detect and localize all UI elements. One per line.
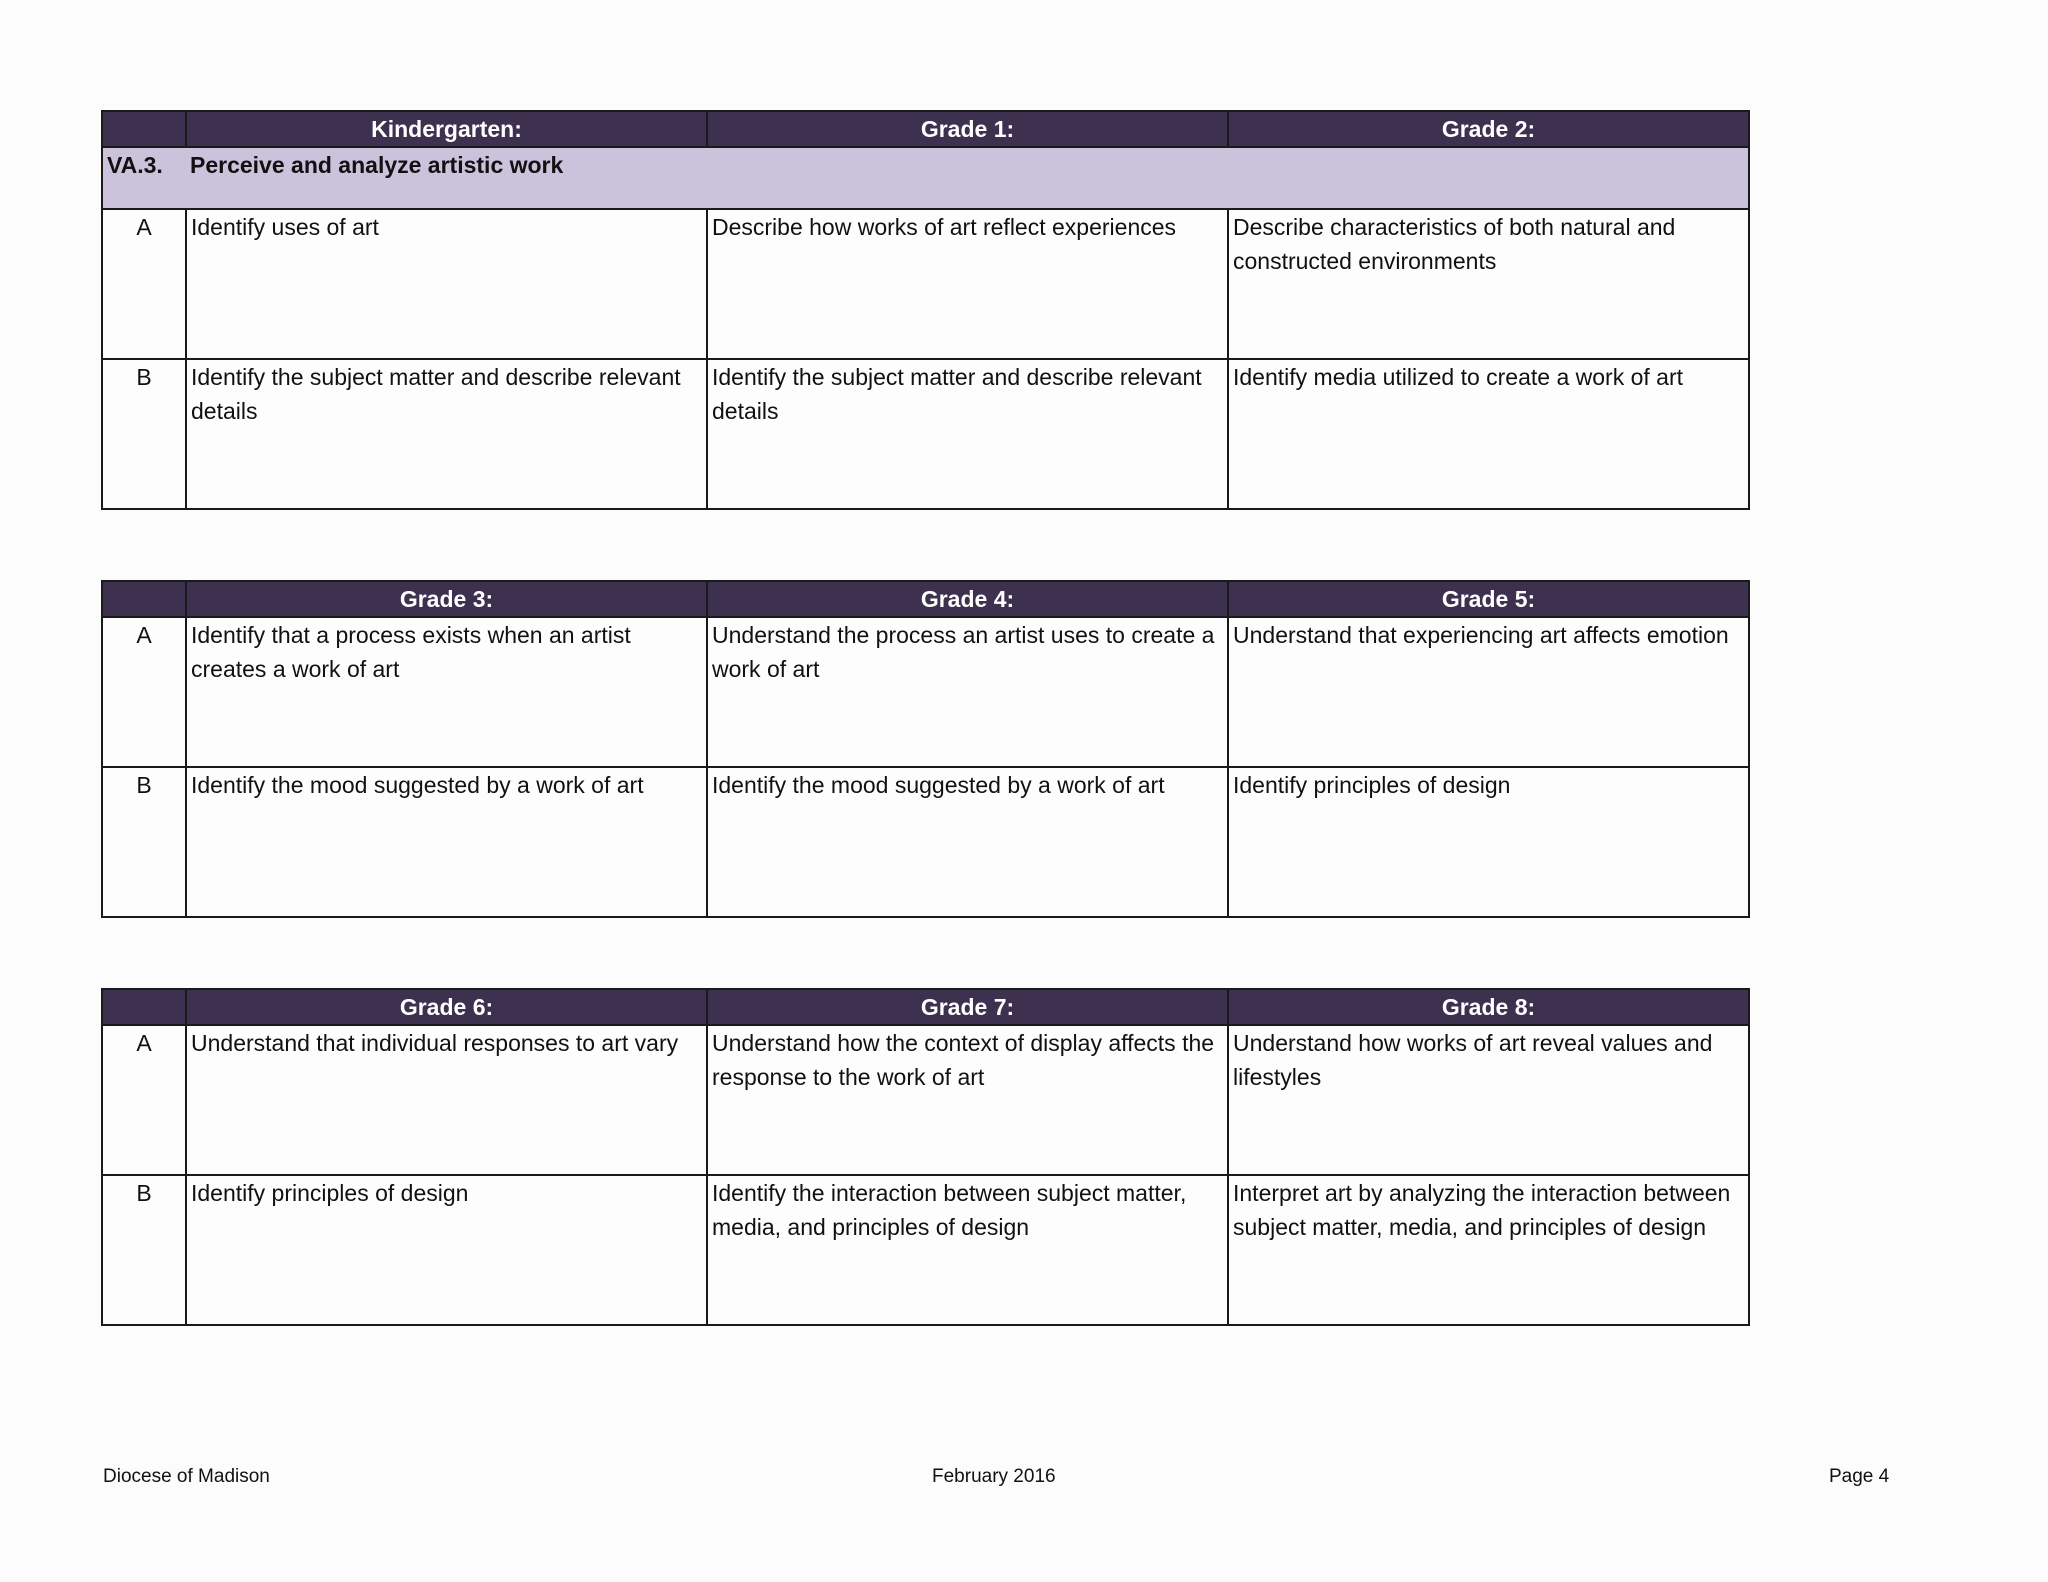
standards-table-3-5: [101, 580, 1750, 918]
header-grade-8: Grade 8:: [1228, 989, 1749, 1025]
table-cell: Identify the subject matter and describe relevant details: [186, 359, 707, 509]
table-cell: Identify the interaction between subject matter, media, and principles of design: [707, 1175, 1228, 1325]
standards-table-k-2: [101, 110, 1750, 510]
strand-row: [102, 147, 1749, 209]
table-cell: Describe characteristics of both natural and constructed environments: [1228, 209, 1749, 359]
header-kindergarten: Kindergarten:: [186, 111, 707, 147]
table-cell: Identify principles of design: [186, 1175, 707, 1325]
table-cell: Identify that a process exists when an artist creates a work of art: [186, 617, 707, 767]
table-row: [102, 1025, 1749, 1175]
table-row: [102, 359, 1749, 509]
table-row: [102, 1175, 1749, 1325]
row-letter: A: [102, 1025, 186, 1175]
footer-page-number: Page 4: [1829, 1466, 1890, 1487]
header-cell-blank: [102, 111, 186, 147]
table-cell: Identify the mood suggested by a work of art: [707, 767, 1228, 917]
footer-date: February 2016: [932, 1466, 1056, 1487]
row-letter: A: [102, 209, 186, 359]
header-grade-2: Grade 2:: [1228, 111, 1749, 147]
strand-title: Perceive and analyze artistic work: [186, 147, 1749, 209]
header-grade-7: Grade 7:: [707, 989, 1228, 1025]
table-cell: Identify uses of art: [186, 209, 707, 359]
row-letter: A: [102, 617, 186, 767]
table-header-row: [102, 581, 1749, 617]
header-grade-3: Grade 3:: [186, 581, 707, 617]
header-grade-5: Grade 5:: [1228, 581, 1749, 617]
table-cell: Understand how the context of display affects the response to the work of art: [707, 1025, 1228, 1175]
table-header-row: [102, 111, 1749, 147]
table-cell: Interpret art by analyzing the interaction between subject matter, media, and principles of design: [1228, 1175, 1749, 1325]
header-cell-blank: [102, 989, 186, 1025]
table-cell: Identify media utilized to create a work of art: [1228, 359, 1749, 509]
header-cell-blank: [102, 581, 186, 617]
row-letter: B: [102, 1175, 186, 1325]
header-grade-4: Grade 4:: [707, 581, 1228, 617]
table-cell: Understand how works of art reveal values and lifestyles: [1228, 1025, 1749, 1175]
table-cell: Describe how works of art reflect experiences: [707, 209, 1228, 359]
table-header-row: [102, 989, 1749, 1025]
header-grade-6: Grade 6:: [186, 989, 707, 1025]
table-cell: Understand that experiencing art affects emotion: [1228, 617, 1749, 767]
table-row: [102, 617, 1749, 767]
row-letter: B: [102, 359, 186, 509]
row-letter: B: [102, 767, 186, 917]
table-cell: Identify the subject matter and describe relevant details: [707, 359, 1228, 509]
strand-code: VA.3.: [102, 147, 186, 209]
table-cell: Understand that individual responses to art vary: [186, 1025, 707, 1175]
standards-table-6-8: [101, 988, 1750, 1326]
table-row: [102, 209, 1749, 359]
table-cell: Identify the mood suggested by a work of art: [186, 767, 707, 917]
table-row: [102, 767, 1749, 917]
footer-organization: Diocese of Madison: [103, 1466, 270, 1487]
header-grade-1: Grade 1:: [707, 111, 1228, 147]
table-cell: Identify principles of design: [1228, 767, 1749, 917]
table-cell: Understand the process an artist uses to create a work of art: [707, 617, 1228, 767]
